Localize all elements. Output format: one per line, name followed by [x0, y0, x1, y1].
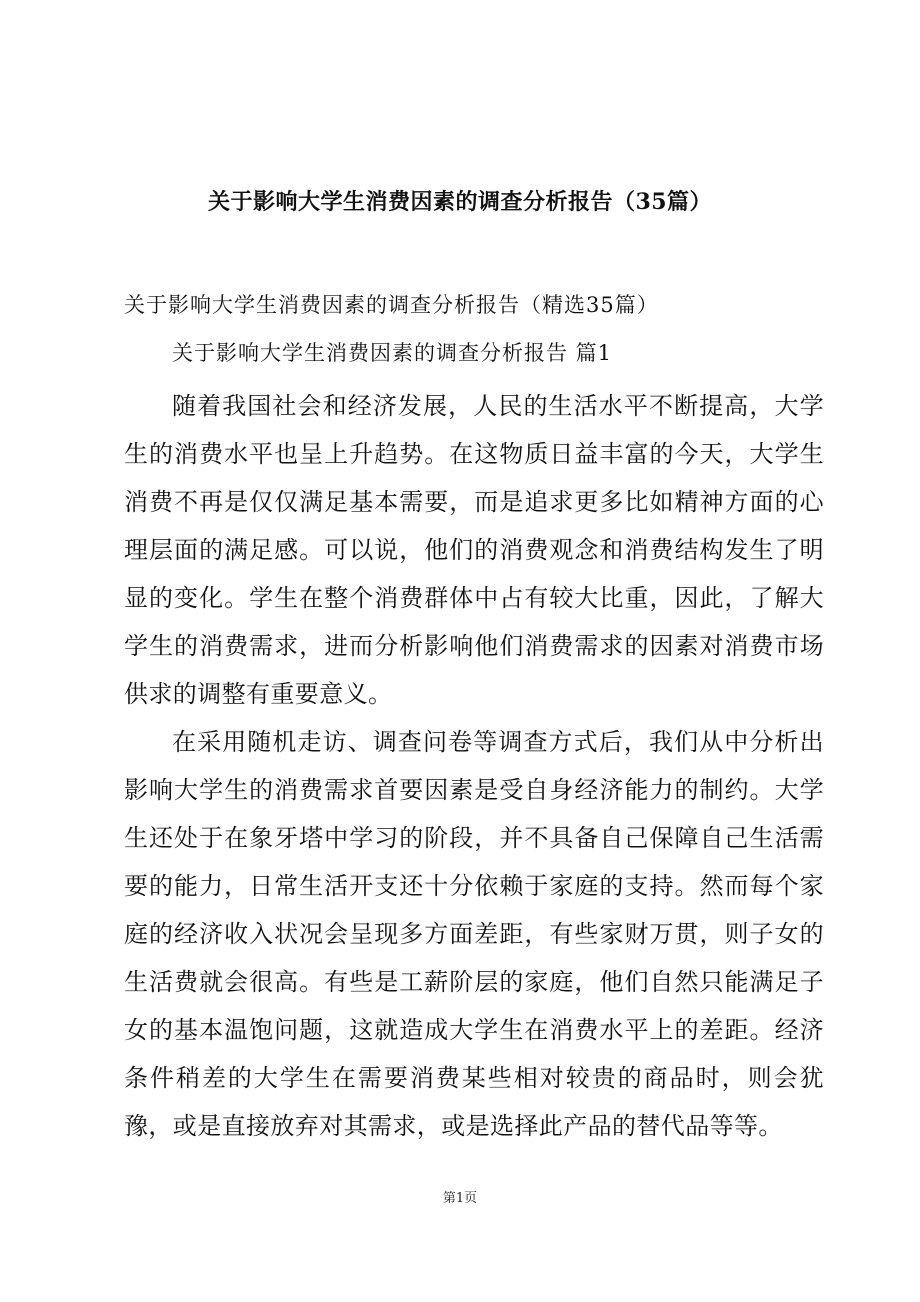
section-heading: 关于影响大学生消费因素的调查分析报告 篇1 [172, 341, 613, 365]
body-paragraph-1: 随着我国社会和经济发展，人民的生活水平不断提高，大学生的消费水平也呈上升趋势。在这物质日益丰富的今天，大学生消费不再是仅仅满足基本需要，而是追求更多比如精神方面的心理层面的满足感。可以说，他们的消费观念和消费结构发生了明显的变化。学生在整个消费群体中占有较大比重，因此，了解大学生的消费需求，进而分析影响他们消费需求的因素对消费市场供求的调整有重要意义。 [124, 392, 824, 708]
document-subtitle: 关于影响大学生消费因素的调查分析报告（精选35篇） [124, 293, 659, 317]
page-number: 第1页 [442, 1191, 478, 1206]
document-title: 关于影响大学生消费因素的调查分析报告（35篇） [207, 189, 713, 215]
body-paragraph-2: 在采用随机走访、调查问卷等调查方式后，我们从中分析出影响大学生的消费需求首要因素是受自身经济能力的制约。大学生还处于在象牙塔中学习的阶段，并不具备自己保障自己生活需要的能力，日常生活开支还十分依赖于家庭的支持。然而每个家庭的经济收入状况会呈现多方面差距，有些家财万贯，则子女的生活费就会很高。有些是工薪阶层的家庭，他们自然只能满足子女的基本温饱问题，这就造成大学生在消费水平上的差距。经济条件稍差的大学生在需要消费某些相对较贵的商品时，则会犹豫，或是直接放弃对其需求，或是选择此产品的替代品等等。 [124, 728, 824, 1140]
